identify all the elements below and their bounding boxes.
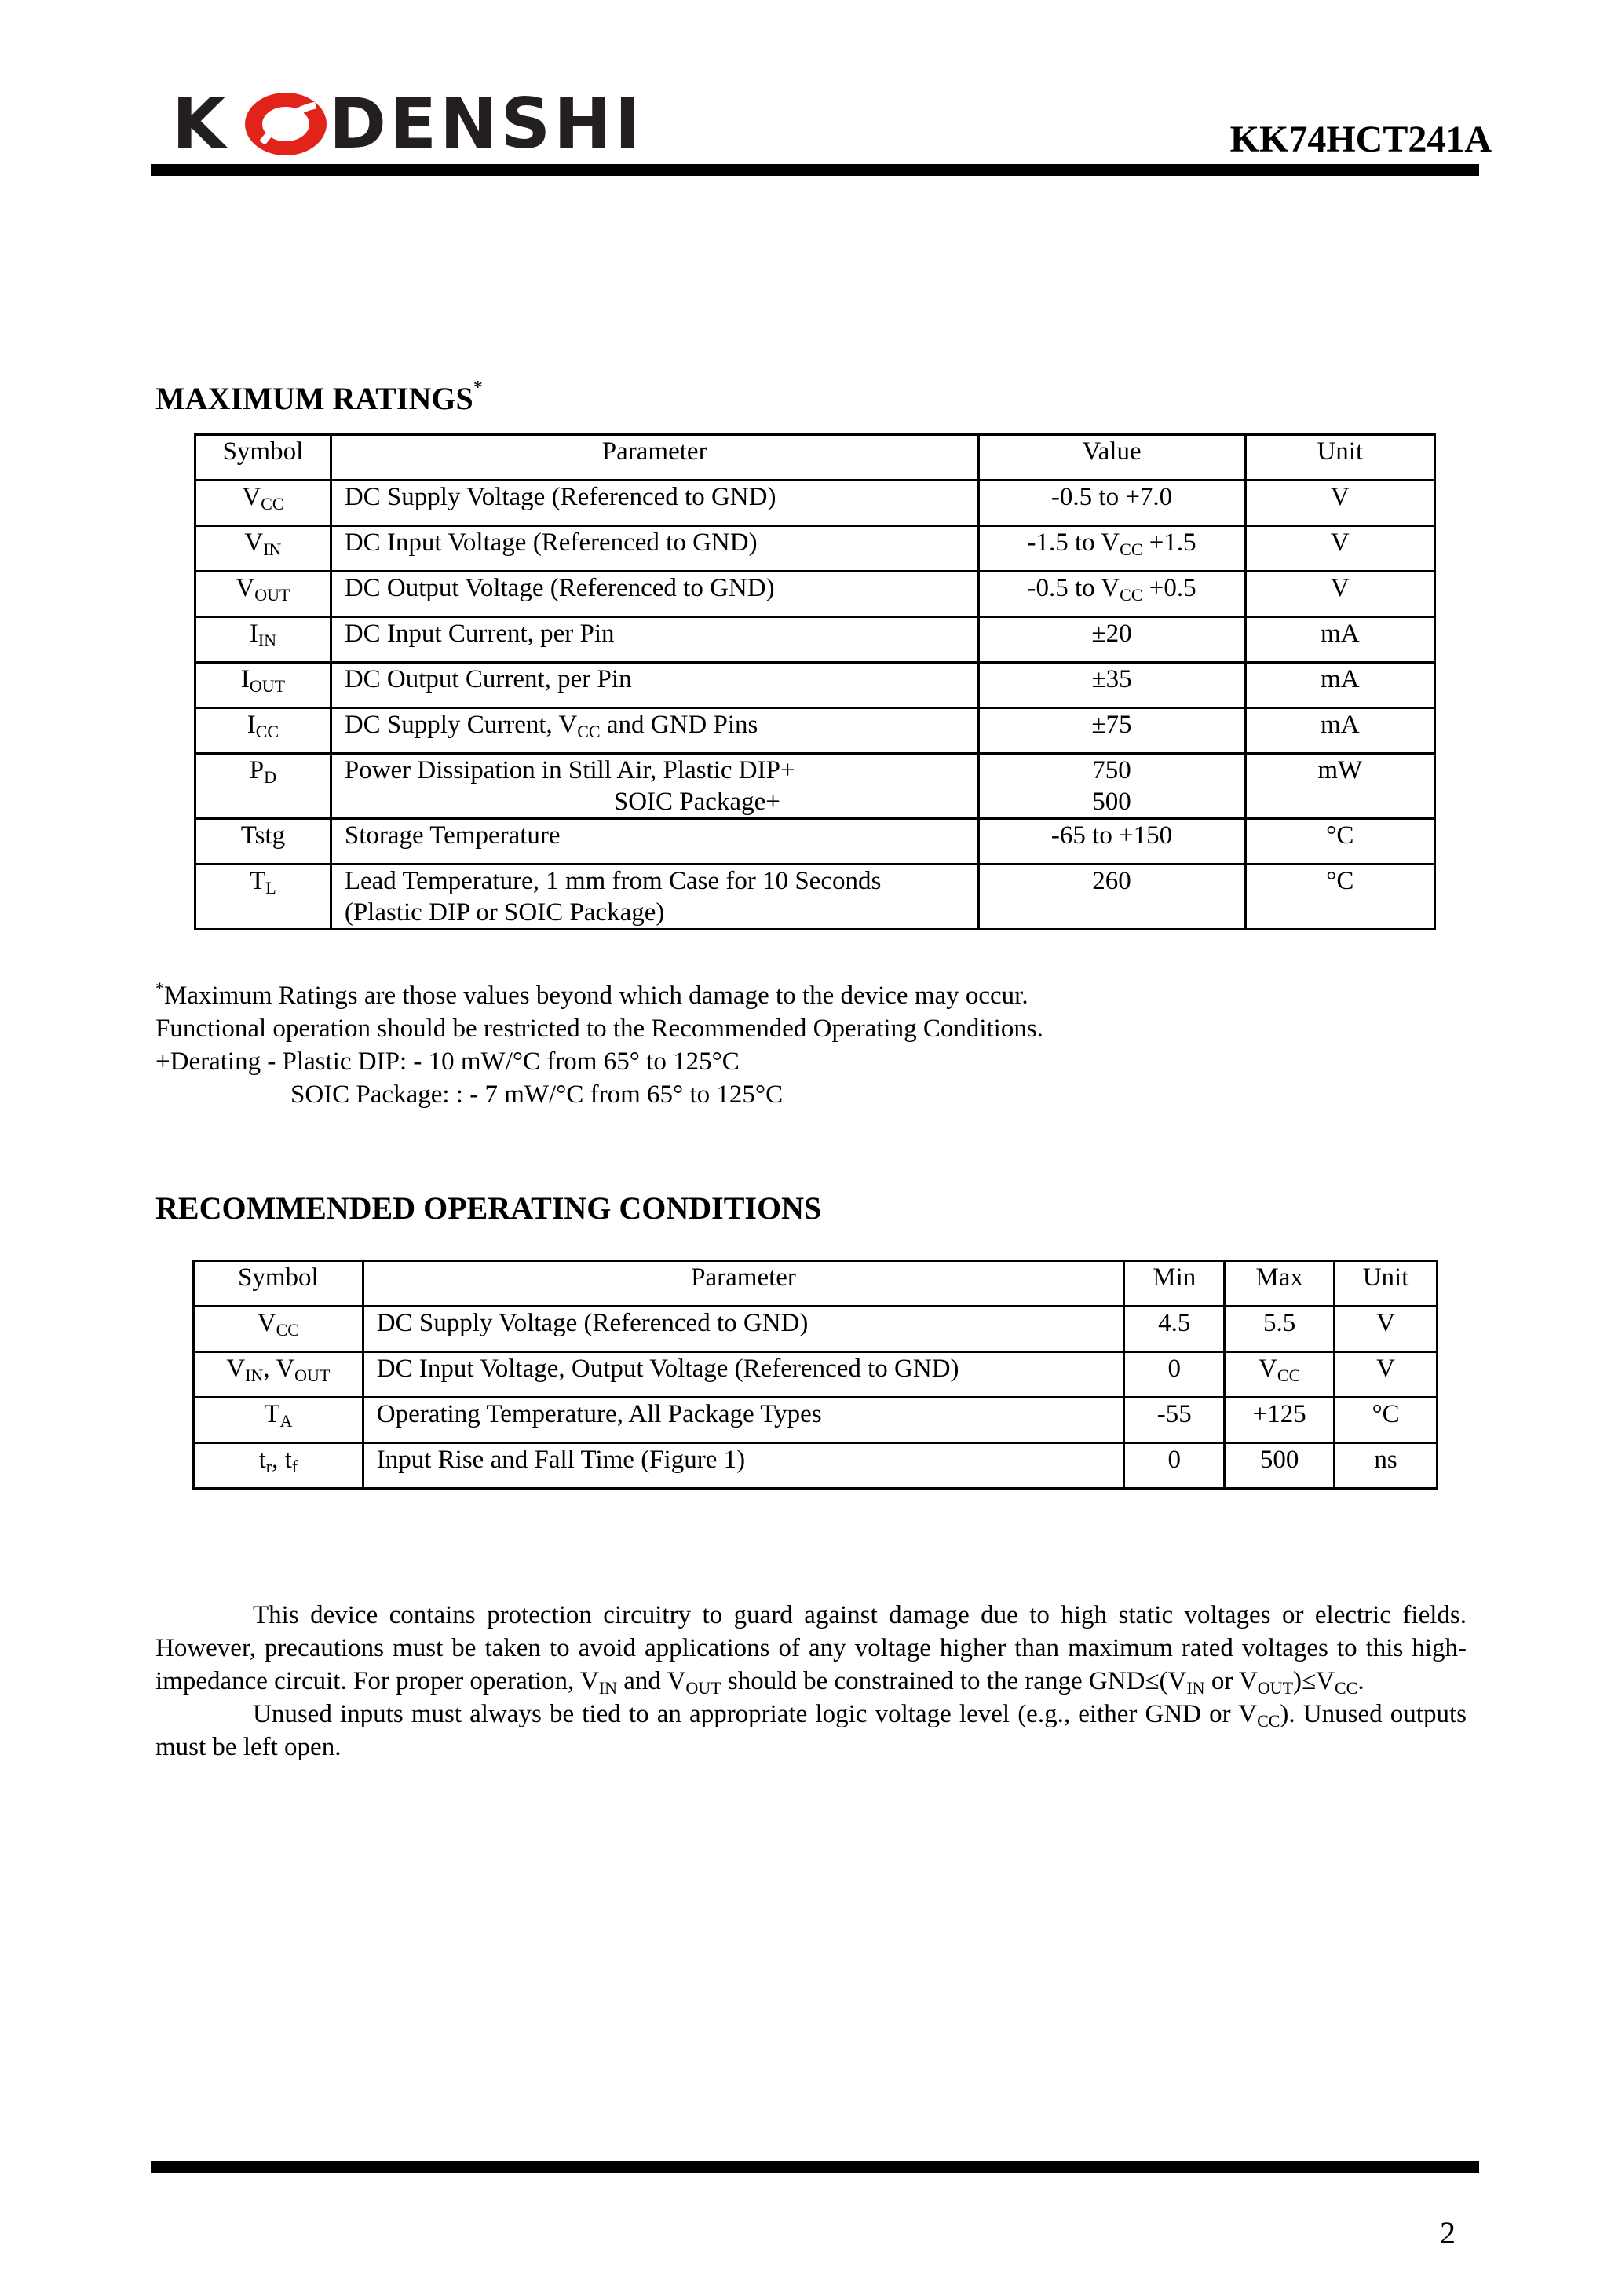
unit-cell: V [1245,481,1434,526]
value-cell: 260 [978,865,1245,930]
col-header-min: Min [1124,1261,1225,1307]
col-header-symbol: Symbol [195,435,331,481]
min-cell: 0 [1124,1443,1225,1489]
value-cell: -0.5 to $V_{CC} +0.5$ [978,572,1245,617]
min-cell: 0 [1124,1352,1225,1398]
parameter-cell: DC Input Voltage (Referenced to GND) [331,526,978,572]
unit-cell: V [1335,1352,1438,1398]
parameter-cell: Storage Temperature [331,819,978,865]
symbol-cell: $I_{OUT}$ [195,663,331,708]
symbol-cell: $t_r$, $t_f$ [194,1443,363,1489]
value-cell: -0.5 to +7.0 [978,481,1245,526]
unit-cell: mW [1245,754,1434,819]
table-row [195,481,1435,526]
note-line: *Maximum Ratings are those values beyond which damage to the device may occur. [155,978,1028,1010]
table-row [195,526,1435,572]
part-number: KK74HCT241A [1229,119,1492,160]
symbol-cell: $V_{IN}$ [195,526,331,572]
table-row [195,572,1435,617]
header-rule [151,164,1479,176]
parameter-cell: DC Output Current, per Pin [331,663,978,708]
col-header-value: Value [978,435,1245,481]
table-row [194,1352,1438,1398]
max-ratings-table [194,433,1436,930]
note-line: +Derating - Plastic DIP: - 10 mW/°C from 65° to 125°C [155,1047,740,1076]
symbol-cell: $T_L$ [195,865,331,930]
unit-cell: V [1245,572,1434,617]
table-row [194,1398,1438,1443]
col-header-unit: Unit [1245,435,1434,481]
col-header-unit: Unit [1335,1261,1438,1307]
col-header-parameter: Parameter [363,1261,1124,1307]
table-row [195,819,1435,865]
table-row [195,663,1435,708]
logo-o-swirl-icon [239,88,333,160]
unit-cell: °C [1335,1398,1438,1443]
value-cell: ±20 [978,617,1245,663]
footer-rule [151,2161,1479,2173]
note-line: SOIC Package: : - 7 mW/°C from 65° to 125°C [290,1080,784,1109]
symbol-cell: $V_{OUT}$ [195,572,331,617]
value-cell: ±35 [978,663,1245,708]
max-ratings-title: MAXIMUM RATINGS [155,381,473,416]
unit-cell: mA [1245,617,1434,663]
max-cell: 500 [1225,1443,1335,1489]
paragraph-1: This device contains protection circuitry to guard against damage due to high static voltages or electric fields. However, precautions must be taken to avoid applications of any voltage higher than maximum rated voltages to this high-impedance circuit. For proper operation, $V_{IN}$ and $V_{OUT}$ should be constrained to the range $GND\le(V_{IN}$ or $V_{OUT})\le V_{CC}$. [155,1601,1467,1698]
parameter-cell: DC Input Current, per Pin [331,617,978,663]
symbol-cell: $I_{IN}$ [195,617,331,663]
unit-cell: °C [1245,865,1434,930]
min-cell: 4.5 [1124,1307,1225,1352]
kodenshi-logo [172,83,651,164]
parameter-cell: Input Rise and Fall Time (Figure 1) [363,1443,1124,1489]
logo-denshi-text: DENSHI [329,83,644,164]
unit-cell: mA [1245,663,1434,708]
value-cell: -1.5 to $V_{CC} +1.5$ [978,526,1245,572]
paragraph-2: Unused inputs must always be tied to an appropriate logic voltage level (e.g., either GND or $V_{CC}$). Unused outputs must be left open. [155,1700,1467,1761]
symbol-cell: $P_D$ [195,754,331,819]
logo-letter-k: K [172,83,229,164]
max-ratings-notes [155,972,1043,1111]
table-row [195,708,1435,754]
table-header-row [194,1261,1438,1307]
section-title-rec-conditions: RECOMMENDED OPERATING CONDITIONS [155,1190,822,1226]
page-number: 2 [1440,2215,1456,2250]
table-row [195,617,1435,663]
table-row [195,754,1435,819]
unit-cell: mA [1245,708,1434,754]
symbol-cell: $V_{CC}$ [194,1307,363,1352]
symbol-cell: Tstg [195,819,331,865]
unit-cell: V [1335,1307,1438,1352]
table-row [194,1443,1438,1489]
table-row [194,1307,1438,1352]
max-cell: +125 [1225,1398,1335,1443]
value-cell: -65 to +150 [978,819,1245,865]
max-ratings-asterisk: * [473,378,483,398]
table-row [195,865,1435,930]
max-cell: $V_{CC}$ [1225,1352,1335,1398]
parameter-cell: DC Supply Voltage (Referenced to GND) [331,481,978,526]
unit-cell: ns [1335,1443,1438,1489]
symbol-cell: $I_{CC}$ [195,708,331,754]
col-header-max: Max [1225,1261,1335,1307]
max-cell: 5.5 [1225,1307,1335,1352]
min-cell: -55 [1124,1398,1225,1443]
parameter-cell: DC Output Voltage (Referenced to GND) [331,572,978,617]
symbol-cell: $V_{IN}$, $V_{OUT}$ [194,1352,363,1398]
value-cell: ±75 [978,708,1245,754]
note-line: Functional operation should be restricted to the Recommended Operating Conditions. [155,1015,1043,1043]
col-header-symbol: Symbol [194,1261,363,1307]
parameter-cell: Power Dissipation in Still Air, Plastic DIP+ SOIC Package+ [331,754,978,819]
table-header-row [195,435,1435,481]
parameter-cell: DC Supply Current, $V_{CC}$ and GND Pins [331,708,978,754]
symbol-cell: $V_{CC}$ [195,481,331,526]
symbol-cell: $T_A$ [194,1398,363,1443]
unit-cell: V [1245,526,1434,572]
parameter-cell: Lead Temperature, 1 mm from Case for 10 Seconds (Plastic DIP or SOIC Package) [331,865,978,930]
esd-protection-paragraph [155,1599,1467,1764]
parameter-cell: DC Input Voltage, Output Voltage (Referenced to GND) [363,1352,1124,1398]
rec-conditions-table [192,1260,1438,1490]
parameter-cell: DC Supply Voltage (Referenced to GND) [363,1307,1124,1352]
col-header-parameter: Parameter [331,435,978,481]
unit-cell: °C [1245,819,1434,865]
parameter-cell: Operating Temperature, All Package Types [363,1398,1124,1443]
value-cell: 750 500 [978,754,1245,819]
section-title-max-ratings [155,369,483,418]
